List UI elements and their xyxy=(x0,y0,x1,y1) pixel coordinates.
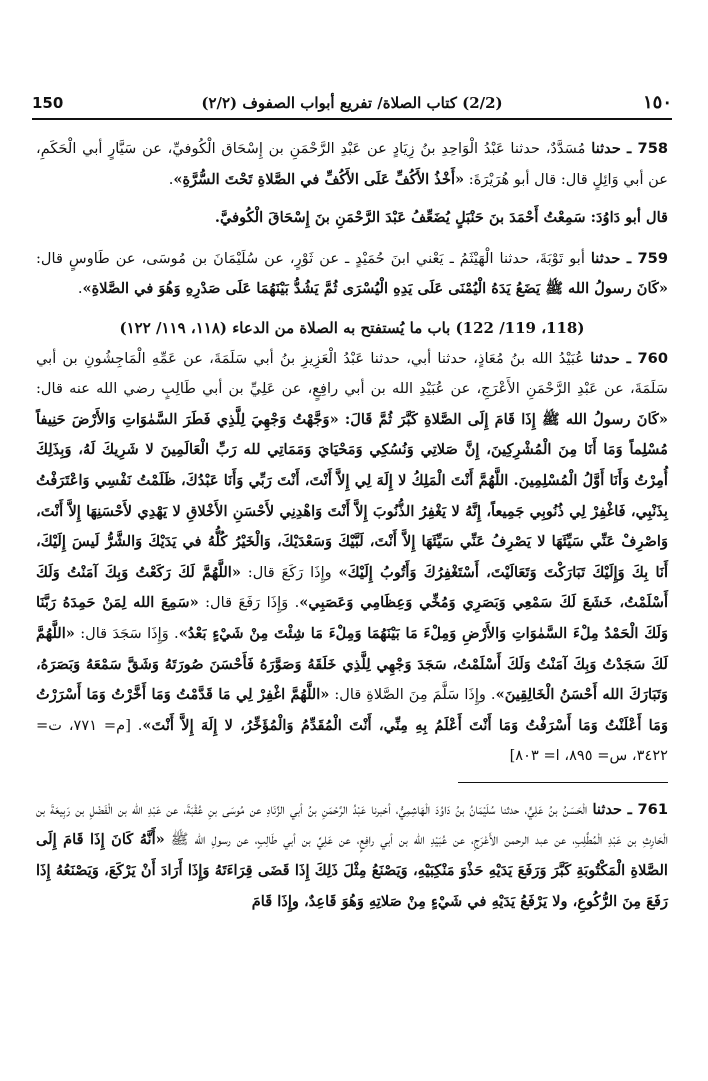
separator: ـ xyxy=(620,140,638,157)
references: . [م= ٧٧١، ت= ٣٤٢٢، س= ٨٩٥، ا= ٨٠٣] xyxy=(36,716,668,765)
end-mark: . xyxy=(77,280,83,298)
page-header xyxy=(32,88,672,120)
hadith-760 xyxy=(36,344,668,772)
isnad-text: أبو تَوْبَةَ، حدثنا الْهَيْثَمُ ـ يَعْني ابنَ حُمَيْدٍ ـ عن ثَوْرٍ، عن سُلَيْمَانَ بن مُوسَى، عن طَاوسٍ قال: xyxy=(36,249,591,267)
divider xyxy=(458,782,668,783)
matn-quote: «أَنَّهُ كَانَ إِذَا قَامَ إِلَى الصَّلاةِ الْمَكْتُوبَةِ كَبَّرَ وَرَفَعَ يَدَيْهِ حَذْوَ مَنْكِبَيْهِ، وَيَصْنَعُ مِثْلَ ذَلِكَ إِذَا قَضَى قِرَاءَتَهُ وَإِذَا أَرَادَ أَنْ يَرْكَعَ، وَيَصْنَعُهُ إِذَا رَفَعَ مِنَ الرُّكُوعِ، ولا يَرْفَعُ يَدَيْهِ في شَيْءٍ مِنْ صَلاتِهِ وَهُوَ قَاعِدٌ، وإِذَا قَامَ xyxy=(36,831,668,910)
hadith-number: 758 xyxy=(637,140,669,157)
salam-quote: «اللَّهُمَّ اغْفِرْ لِي مَا قَدَّمْتُ وَمَا أَخَّرْتُ وَمَا أَسْرَرْتُ وَمَا أَعْلَنْتُ وَمَا أَسْرَفْتُ وَمَا أَنْتَ أَعْلَمُ بِهِ مِنِّي، أَنْتَ الْمُقَدِّمُ وَالْمُؤَخِّرُ، لا إِلَهَ إِلاَّ أَنْتَ» xyxy=(36,686,668,734)
page-number-arabic: ١٥٠ xyxy=(642,92,672,113)
end-mark: . xyxy=(168,170,174,188)
chapter-heading: (118، 119/ 122) باب ما يُستفتح به الصلاة من الدعاء (١١٨، ١١٩/ ١٢٢) xyxy=(119,318,585,337)
abu-dawud-note xyxy=(36,203,668,234)
sujud-quote: «اللَّهُمَّ لَكَ سَجَدْتُ وَبِكَ آمَنْتُ وَلَكَ أَسْلَمْتُ، سَجَدَ وَجْهِي لِلَّذِي خَلَقَهُ وَصَوَّرَهُ فَأَحْسَنَ صُورَتَهُ وَشَقَّ سَمْعَهُ وَبَصَرَهُ، وَتَبَارَكَ الله أَحْسَنُ الْخَالِقِينَ» xyxy=(36,624,668,704)
matn-quote: «كَانَ رسولُ الله ﷺ يَضَعُ يَدَهُ الْيُمْنَى عَلَى يَدِهِ الْيُسْرَى ثُمَّ يَشُدُّ بَيْنَهُمَا عَلَى صَدْرِهِ وَهُوَ في الصَّلاةِ» xyxy=(82,280,668,298)
hadith-number: 759 xyxy=(637,249,668,267)
hadith-759 xyxy=(36,244,668,305)
hadith-number: 761 xyxy=(637,800,668,818)
isnad-text: عُبَيْدُ الله بنُ مُعَاذٍ، حدثنا أبي، حدثنا عَبْدُ الْعَزِيزِ بنُ أبي سَلَمَةَ، عن عَمِّهِ الْمَاجِشُونِ بن أبي سَلَمَةَ، عن عَبْدِ الرَّحْمَنِ الأَعْرَجِ، عن عُبَيْدِ الله بن أبي رافِعٍ، عن عَلِيِّ بن أبي طَالِبٍ رضي الله عنه قال: xyxy=(36,349,668,398)
isnad-text: الْحَسَنُ بنُ عَلِيٍّ، حدثنا سُلَيْمَانُ بنُ دَاوُدَ الْهَاشِمِيُّ، أخبرنا عَبْدُ الرَّحْمَنِ بنُ أبي الزِّنَادِ عن مُوسَى بنِ عُقْبَةَ، عن عَبْدِ الله بن الْفَضْلِ بن رَبِيعَةَ بن الْحَارِثِ بن عَبْدِ الْمُطَّلِبِ، عن عبد الرحمن الأَعْرَجِ، عن عُبَيْدِ الله بن أبي رافِعٍ، عن عَلِيِّ بن أبي طَالِبٍ، عن رسولِ الله ﷺ xyxy=(36,800,668,849)
matn-quote: «أَخْذُ الأَكُفِّ عَلَى الأَكُفِّ في الصَّلاةِ تَحْتَ السُّرَّةِ» xyxy=(173,170,465,188)
rafa-quote: «سَمِعَ الله لِمَنْ حَمِدَهُ رَبَّنَا وَلَكَ الْحَمْدُ مِلْءَ السَّمٰوَاتِ وَالأَرْضِ وَمِلْءَ مَا بَيْنَهُمَا وَمِلْءَ مَا شِئْتَ مِنْ شَيْءٍ بَعْدُ» xyxy=(36,594,669,642)
hadith-758 xyxy=(36,134,668,195)
connector-text: . وإِذَا سَلَّمَ مِنَ الصَّلاةِ قال: xyxy=(329,686,496,704)
hadith-number: 760 xyxy=(637,349,668,367)
matn-quote: «كَانَ رسولُ الله ﷺ إِذَا قَامَ إِلَى الصَّلاةِ كَبَّرَ ثُمَّ قَالَ: «وَجَّهْتُ وَجْهِيَ لِلَّذِي فَطَرَ السَّمٰوَاتِ وَالأَرْضَ حَنِيفاً مُسْلِماً وَمَا أَنَا مِنَ الْمُشْرِكِينَ، إِنَّ صَلاتِي وَنُسُكِي وَمَحْيَايَ وَمَمَاتِي لله رَبِّ الْعَالَمِينَ لا شَرِيكَ لَهُ، وَبِذَلِكَ أُمِرْتُ وَأَنَا أَوَّلُ الْمُسْلِمِينَ. اللَّهُمَّ أَنْتَ الْمَلِكُ لا إِلَهَ لِي إِلاَّ أَنْتَ، أَنْتَ رَبِّي وَأَنَا عَبْدُكَ، ظَلَمْتُ نَفْسِي وَاعْتَرَفْتُ بِذَنْبِي، فَاغْفِرْ لِي ذُنُوبِي جَمِيعاً، إِنَّهُ لا يَغْفِرُ الذُّنُوبَ إِلاَّ أَنْتَ وَاهْدِنِي لأَحْسَنِ الأَخْلاقِ لا يَهْدِي لأَحْسَنِهَا إِلاَّ أَنْتَ، وَاصْرِفْ عَنِّي سَيِّئَهَا لا يَصْرِفُ عَنِّي سَيِّئَهَا إِلاَّ أَنْتَ، لَبَّيْكَ وَسَعْدَيْكَ، وَالْخَيْرُ كُلُّهُ في يَدَيْكَ وَالشَّرُّ لَيسَ إِلَيْكَ، أَنَا بِكَ وَإِلَيْكَ تَبَارَكْتَ وَتَعَالَيْتَ، أَسْتَغْفِرُكَ وَأَتُوبُ إِلَيْكَ» xyxy=(36,410,669,581)
separator: ـ xyxy=(620,249,638,267)
hadith-761 xyxy=(36,795,668,917)
haddatha-word: حدثنا xyxy=(590,249,621,267)
separator: ـ xyxy=(622,800,638,818)
page-body xyxy=(36,134,668,925)
separator: ـ xyxy=(619,349,638,367)
haddatha-word: حدثنا xyxy=(592,800,623,818)
note-text: سَمِعْتُ أَحْمَدَ بنَ حَنْبَلٍ يُضَعِّفُ عَبْدَ الرَّحْمَنِ بنَ إِسْحَاقَ الْكُوفيَّ. xyxy=(214,209,591,227)
page-number-latin: 150 xyxy=(32,94,64,112)
note-label: قال أبو دَاوُدَ: xyxy=(590,209,668,227)
connector-text: . وَإِذَا رَفَعَ قال: xyxy=(198,594,300,612)
connector-text: وإِذَا رَكَعَ قال: xyxy=(240,563,339,581)
connector-text: . وَإِذَا سَجَدَ قال: xyxy=(74,624,179,642)
running-title: (2/2) كتاب الصلاة/ تفريع أبواب الصفوف (٢/٢) xyxy=(201,94,503,112)
isnad-text: مُسَدَّدٌ، حدثنا عَبْدُ الْوَاحِدِ بنُ زِيَادٍ عن عَبْدِ الرَّحْمَنِ بن إِسْحَاق الْكُوفيِّ، عن سَيَّارٍ أبي الْحَكَمِ، عن أبي وَائِلٍ قال: قال أبو هُرَيْرَةَ: xyxy=(36,140,668,188)
haddatha-word: حدثنا xyxy=(590,349,620,367)
haddatha-word: حدثنا xyxy=(591,140,621,157)
ruku-quote: «اللَّهُمَّ لَكَ رَكَعْتُ وَبِكَ آمَنْتُ وَلَكَ أَسْلَمْتُ، خَشَعَ لَكَ سَمْعِي وَبَصَرِي وَمُخِّي وَعِظَامِي وَعَصَبِي» xyxy=(36,563,668,612)
